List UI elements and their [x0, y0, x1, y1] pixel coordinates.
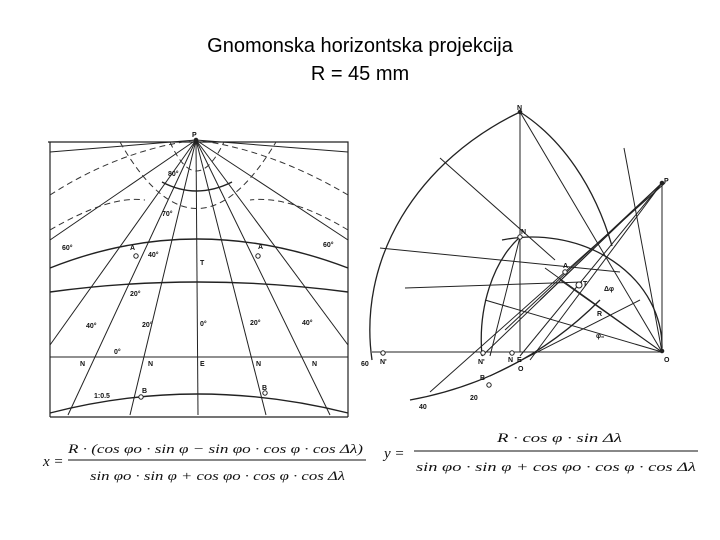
title-line-2: R = 45 mm	[310, 63, 410, 85]
left-lat80-label: 80°	[168, 171, 179, 178]
right-point-a: A	[563, 263, 569, 270]
left-point-b-left: B	[142, 388, 148, 395]
left-lat40-label: 40°	[148, 252, 159, 259]
left-lon0: 0°	[200, 321, 207, 328]
right-delta-phi: Δφ	[604, 286, 615, 293]
left-point-a-left: A	[130, 245, 136, 252]
right-point-b: B	[480, 375, 486, 382]
left-point-t: T	[200, 260, 205, 267]
right-r: R	[597, 311, 603, 318]
right-n-prime-left: N'	[380, 359, 387, 366]
left-lon20-left: 20°	[142, 322, 153, 329]
right-n-mid: N	[521, 229, 527, 236]
right-o-low: O	[518, 366, 524, 373]
left-e: E	[200, 361, 205, 368]
left-lat70-label: 70°	[162, 211, 173, 218]
title-line-1: Gnomonska horizontska projekcija	[207, 35, 513, 57]
left-lon20-right: 20°	[250, 320, 261, 327]
left-equator-label: 0°	[114, 349, 121, 356]
left-lat60-left-label: 60°	[62, 245, 73, 252]
left-n4: N	[312, 361, 318, 368]
left-scale-label: 1:0.5	[94, 393, 110, 400]
right-n-top: N	[517, 105, 523, 112]
left-point-a-right: A	[258, 244, 264, 251]
y-formula-numerator: R · cos φ · sin Δλ	[495, 430, 623, 445]
x-formula-denominator: sin φo · sin φ + cos φo · cos φ · cos Δλ	[90, 468, 346, 483]
left-lon40-right: 40°	[302, 320, 313, 327]
right-e: E	[517, 357, 522, 364]
left-lat60-right-label: 60°	[323, 242, 334, 249]
right-p: P	[664, 178, 669, 185]
y-formula-denominator: sin φo · sin φ + cos φo · cos φ · cos Δλ	[416, 459, 697, 474]
y-formula-lhs: y =	[384, 446, 405, 462]
left-n3: N	[256, 361, 262, 368]
right-phi0: φ₀	[596, 333, 605, 340]
left-lat20-label: 20°	[130, 291, 141, 298]
left-n2: N	[148, 361, 154, 368]
left-pole-label: P	[192, 132, 197, 139]
left-point-b-right: B	[262, 385, 268, 392]
right-n-small: N	[508, 357, 514, 364]
x-formula-numerator: R · (cos φo · sin φ − sin φo · cos φ · cos Δλ)	[66, 441, 363, 456]
right-lon40: 40	[419, 404, 427, 411]
x-formula-lhs: x =	[43, 454, 64, 470]
right-point-t: T	[583, 281, 588, 288]
right-lat60: 60	[361, 361, 369, 368]
right-n-prime-mid: N'	[478, 359, 485, 366]
right-lon20: 20	[470, 395, 478, 402]
right-o-right: O	[664, 357, 670, 364]
left-n1: N	[80, 361, 86, 368]
left-lon40-left: 40°	[86, 323, 97, 330]
